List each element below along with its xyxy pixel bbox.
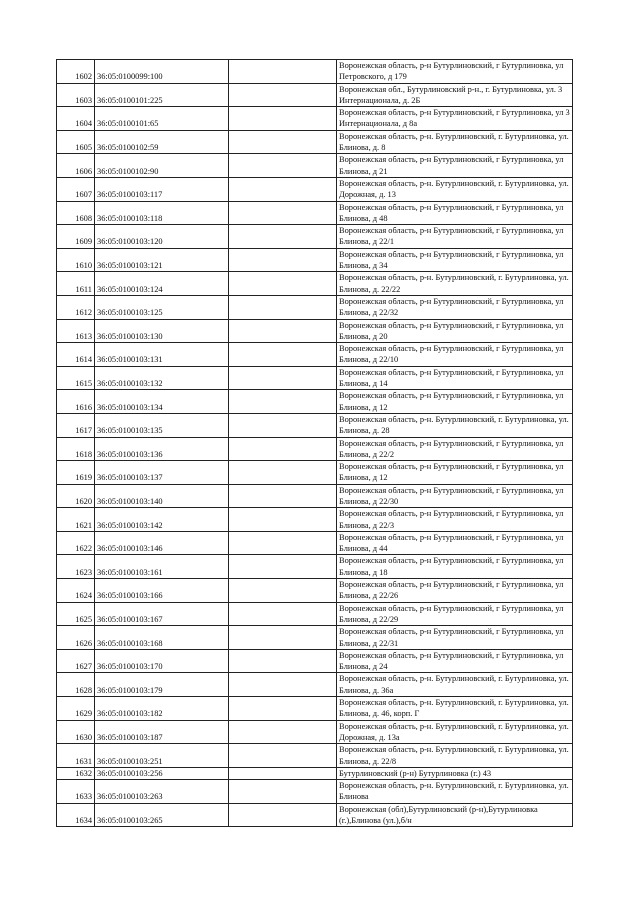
row-number-cell: 1617 — [57, 413, 95, 437]
row-number-cell: 1618 — [57, 437, 95, 461]
address-cell: Воронежская область, р-н Бутурлиновский, г Бутурлиновка, ул Блинова, д 22/32 — [337, 295, 573, 319]
cadastral-number-cell: 36:05:0100103:130 — [95, 319, 229, 343]
address-cell: Воронежская область, р-н. Бутурлиновский, г. Бутурлиновка, ул. Блинова, д. 36а — [337, 673, 573, 697]
row-number-cell: 1614 — [57, 343, 95, 367]
address-cell: Воронежская область, р-н Бутурлиновский, г Бутурлиновка, ул Блинова, д 22/10 — [337, 343, 573, 367]
table-row — [57, 579, 573, 603]
row-number-cell: 1620 — [57, 484, 95, 508]
empty-cell — [229, 319, 337, 343]
empty-cell — [229, 673, 337, 697]
address-cell: Воронежская область, р-н Бутурлиновский, г Бутурлиновка, ул Блинова, д 24 — [337, 649, 573, 673]
address-cell: Воронежская область, р-н Бутурлиновский, г Бутурлиновка, ул Блинова, д 22/2 — [337, 437, 573, 461]
empty-cell — [229, 413, 337, 437]
cadastral-number-cell: 36:05:0100103:263 — [95, 780, 229, 804]
cadastral-number-cell: 36:05:0100103:117 — [95, 177, 229, 201]
table-row — [57, 154, 573, 178]
row-number-cell: 1633 — [57, 780, 95, 804]
empty-cell — [229, 225, 337, 249]
table-row — [57, 461, 573, 485]
row-number-cell: 1627 — [57, 649, 95, 673]
address-cell: Воронежская область, р-н Бутурлиновский, г Бутурлиновка, ул Блинова, д 14 — [337, 366, 573, 390]
row-number-cell: 1611 — [57, 272, 95, 296]
cadastral-number-cell: 36:05:0100103:134 — [95, 390, 229, 414]
table-row — [57, 295, 573, 319]
address-cell: Воронежская область, р-н Бутурлиновский, г Бутурлиновка, ул Блинова, д 20 — [337, 319, 573, 343]
cadastral-number-cell: 36:05:0100103:132 — [95, 366, 229, 390]
cadastral-number-cell: 36:05:0100103:168 — [95, 626, 229, 650]
row-number-cell: 1623 — [57, 555, 95, 579]
address-cell: Бутурлиновский (р-н) Бутурлиновка (г.) 43 — [337, 767, 573, 779]
empty-cell — [229, 803, 337, 827]
table-row — [57, 343, 573, 367]
cadastral-table — [56, 59, 573, 827]
table-row — [57, 225, 573, 249]
empty-cell — [229, 248, 337, 272]
row-number-cell: 1631 — [57, 744, 95, 768]
cadastral-number-cell: 36:05:0100103:140 — [95, 484, 229, 508]
row-number-cell: 1622 — [57, 531, 95, 555]
address-cell: Воронежская область, р-н Бутурлиновский, г Бутурлиновка, ул Блинова, д 22/31 — [337, 626, 573, 650]
cadastral-number-cell: 36:05:0100103:120 — [95, 225, 229, 249]
cadastral-number-cell: 36:05:0100103:137 — [95, 461, 229, 485]
cadastral-number-cell: 36:05:0100103:256 — [95, 767, 229, 779]
address-cell: Воронежская область, р-н Бутурлиновский, г Бутурлиновка, ул Блинова, д 34 — [337, 248, 573, 272]
row-number-cell: 1612 — [57, 295, 95, 319]
empty-cell — [229, 531, 337, 555]
address-cell: Воронежская область, р-н. Бутурлиновский, г. Бутурлиновка, ул. Дорожная, д. 13а — [337, 720, 573, 744]
table-row — [57, 767, 573, 779]
row-number-cell: 1607 — [57, 177, 95, 201]
empty-cell — [229, 697, 337, 721]
empty-cell — [229, 390, 337, 414]
cadastral-number-cell: 36:05:0100101:65 — [95, 107, 229, 131]
cadastral-number-cell: 36:05:0100103:170 — [95, 649, 229, 673]
address-cell: Воронежская область, р-н Бутурлиновский, г Бутурлиновка, ул 3 Интернационала, д 8а — [337, 107, 573, 131]
address-cell: Воронежская область, р-н Бутурлиновский, г Бутурлиновка, ул Блинова, д 18 — [337, 555, 573, 579]
row-number-cell: 1628 — [57, 673, 95, 697]
empty-cell — [229, 177, 337, 201]
cadastral-number-cell: 36:05:0100102:90 — [95, 154, 229, 178]
empty-cell — [229, 508, 337, 532]
cadastral-number-cell: 36:05:0100103:166 — [95, 579, 229, 603]
table-row — [57, 107, 573, 131]
address-cell: Воронежская область, р-н. Бутурлиновский, г. Бутурлиновка, ул. Блинова, д. 8 — [337, 130, 573, 154]
address-cell: Воронежская область, р-н Бутурлиновский, г Бутурлиновка, ул Блинова, д 44 — [337, 531, 573, 555]
table-row — [57, 272, 573, 296]
address-cell: Воронежская область, р-н Бутурлиновский, г Бутурлиновка, ул Блинова, д 22/3 — [337, 508, 573, 532]
row-number-cell: 1625 — [57, 602, 95, 626]
empty-cell — [229, 295, 337, 319]
table-body — [57, 60, 573, 827]
table-row — [57, 508, 573, 532]
address-cell: Воронежская область, р-н Бутурлиновский, г Бутурлиновка, ул Блинова, д 21 — [337, 154, 573, 178]
address-cell: Воронежская область, р-н. Бутурлиновский, г. Бутурлиновка, ул. Блинова, д. 22/8 — [337, 744, 573, 768]
empty-cell — [229, 461, 337, 485]
empty-cell — [229, 626, 337, 650]
address-cell: Воронежская обл., Бутурлиновский р-н., г. Бутурлиновка, ул. 3 Интернационала, д. 2Б — [337, 83, 573, 107]
table-row — [57, 626, 573, 650]
cadastral-number-cell: 36:05:0100103:187 — [95, 720, 229, 744]
table-row — [57, 413, 573, 437]
empty-cell — [229, 767, 337, 779]
address-cell: Воронежская область, р-н Бутурлиновский, г Бутурлиновка, ул Блинова, д 22/30 — [337, 484, 573, 508]
row-number-cell: 1624 — [57, 579, 95, 603]
empty-cell — [229, 60, 337, 84]
row-number-cell: 1621 — [57, 508, 95, 532]
empty-cell — [229, 107, 337, 131]
cadastral-number-cell: 36:05:0100103:167 — [95, 602, 229, 626]
row-number-cell: 1609 — [57, 225, 95, 249]
table-row — [57, 83, 573, 107]
cadastral-number-cell: 36:05:0100103:125 — [95, 295, 229, 319]
table-row — [57, 531, 573, 555]
cadastral-number-cell: 36:05:0100103:135 — [95, 413, 229, 437]
address-cell: Воронежская область, р-н. Бутурлиновский, г. Бутурлиновка, ул. Блинова, д. 46, корп. Г — [337, 697, 573, 721]
address-cell: Воронежская область, р-н Бутурлиновский, г Бутурлиновка, ул Блинова, д 48 — [337, 201, 573, 225]
cadastral-number-cell: 36:05:0100099:100 — [95, 60, 229, 84]
address-cell: Воронежская область, р-н Бутурлиновский, г Бутурлиновка, ул Блинова, д 12 — [337, 390, 573, 414]
address-cell: Воронежская область, р-н. Бутурлиновский, г. Бутурлиновка, ул. Блинова — [337, 780, 573, 804]
row-number-cell: 1608 — [57, 201, 95, 225]
cadastral-number-cell: 36:05:0100103:161 — [95, 555, 229, 579]
address-cell: Воронежская область, р-н Бутурлиновский, г Бутурлиновка, ул Блинова, д 22/26 — [337, 579, 573, 603]
row-number-cell: 1619 — [57, 461, 95, 485]
empty-cell — [229, 744, 337, 768]
cadastral-number-cell: 36:05:0100103:182 — [95, 697, 229, 721]
cadastral-number-cell: 36:05:0100103:118 — [95, 201, 229, 225]
table-row — [57, 649, 573, 673]
table-row — [57, 780, 573, 804]
row-number-cell: 1606 — [57, 154, 95, 178]
address-cell: Воронежская область, р-н. Бутурлиновский, г. Бутурлиновка, ул. Блинова, д. 28 — [337, 413, 573, 437]
address-cell: Воронежская область, р-н. Бутурлиновский, г. Бутурлиновка, ул. Блинова, д. 22/22 — [337, 272, 573, 296]
row-number-cell: 1630 — [57, 720, 95, 744]
table-row — [57, 744, 573, 768]
empty-cell — [229, 366, 337, 390]
address-cell: Воронежская область, р-н Бутурлиновский, г Бутурлиновка, ул Петровского, д 179 — [337, 60, 573, 84]
row-number-cell: 1626 — [57, 626, 95, 650]
empty-cell — [229, 272, 337, 296]
table-row — [57, 60, 573, 84]
empty-cell — [229, 154, 337, 178]
table-row — [57, 130, 573, 154]
table-row — [57, 366, 573, 390]
cadastral-number-cell: 36:05:0100103:142 — [95, 508, 229, 532]
address-cell: Воронежская область, р-н Бутурлиновский, г Бутурлиновка, ул Блинова, д 22/29 — [337, 602, 573, 626]
row-number-cell: 1616 — [57, 390, 95, 414]
table-row — [57, 803, 573, 827]
row-number-cell: 1605 — [57, 130, 95, 154]
address-cell: Воронежская область, р-н Бутурлиновский, г Бутурлиновка, ул Блинова, д 12 — [337, 461, 573, 485]
empty-cell — [229, 649, 337, 673]
empty-cell — [229, 484, 337, 508]
table-row — [57, 720, 573, 744]
row-number-cell: 1610 — [57, 248, 95, 272]
row-number-cell: 1603 — [57, 83, 95, 107]
cadastral-number-cell: 36:05:0100103:265 — [95, 803, 229, 827]
empty-cell — [229, 130, 337, 154]
empty-cell — [229, 437, 337, 461]
address-cell: Воронежская (обл),Бутурлиновский (р-н),Бутурлиновка (г.),Блинова (ул.),б/н — [337, 803, 573, 827]
table-row — [57, 177, 573, 201]
cadastral-number-cell: 36:05:0100103:146 — [95, 531, 229, 555]
row-number-cell: 1613 — [57, 319, 95, 343]
table-row — [57, 437, 573, 461]
cadastral-number-cell: 36:05:0100101:225 — [95, 83, 229, 107]
cadastral-number-cell: 36:05:0100103:124 — [95, 272, 229, 296]
empty-cell — [229, 579, 337, 603]
table-row — [57, 484, 573, 508]
empty-cell — [229, 83, 337, 107]
table-row — [57, 201, 573, 225]
cadastral-number-cell: 36:05:0100103:136 — [95, 437, 229, 461]
empty-cell — [229, 780, 337, 804]
table-row — [57, 555, 573, 579]
row-number-cell: 1604 — [57, 107, 95, 131]
table-row — [57, 602, 573, 626]
empty-cell — [229, 720, 337, 744]
row-number-cell: 1634 — [57, 803, 95, 827]
table-row — [57, 390, 573, 414]
empty-cell — [229, 555, 337, 579]
cadastral-number-cell: 36:05:0100103:131 — [95, 343, 229, 367]
table-row — [57, 697, 573, 721]
address-cell: Воронежская область, р-н. Бутурлиновский, г. Бутурлиновка, ул. Дорожная, д. 13 — [337, 177, 573, 201]
row-number-cell: 1632 — [57, 767, 95, 779]
address-cell: Воронежская область, р-н Бутурлиновский, г Бутурлиновка, ул Блинова, д 22/1 — [337, 225, 573, 249]
empty-cell — [229, 343, 337, 367]
row-number-cell: 1629 — [57, 697, 95, 721]
cadastral-number-cell: 36:05:0100103:179 — [95, 673, 229, 697]
table-row — [57, 248, 573, 272]
row-number-cell: 1615 — [57, 366, 95, 390]
empty-cell — [229, 602, 337, 626]
row-number-cell: 1602 — [57, 60, 95, 84]
cadastral-number-cell: 36:05:0100103:251 — [95, 744, 229, 768]
cadastral-number-cell: 36:05:0100103:121 — [95, 248, 229, 272]
empty-cell — [229, 201, 337, 225]
table-row — [57, 319, 573, 343]
table-row — [57, 673, 573, 697]
cadastral-number-cell: 36:05:0100102:59 — [95, 130, 229, 154]
